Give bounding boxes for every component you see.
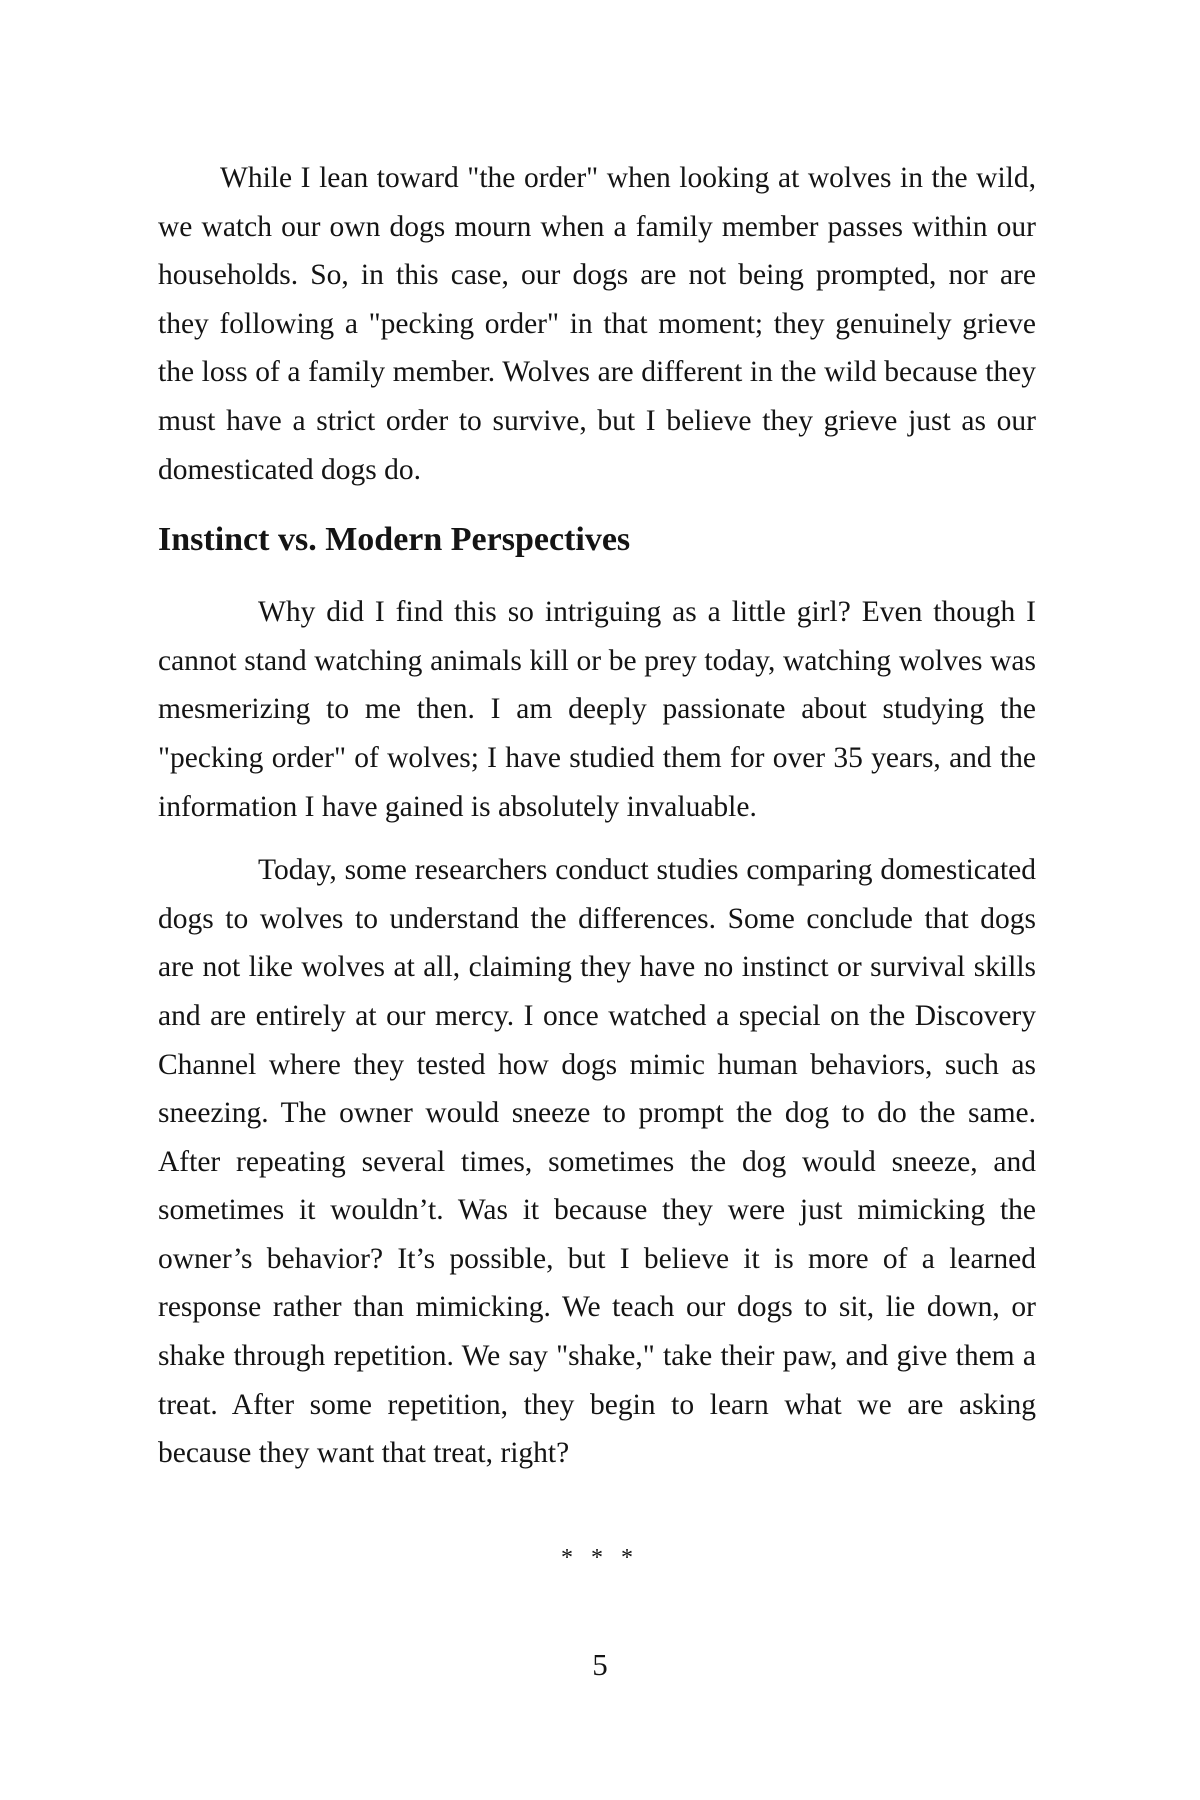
- paragraph-intrigue: Why did I find this so intriguing as a little girl? Even though I cannot stand watching animals kill or be prey today, watching wolves was mesmerizing to me then. I am deeply passionate about studying the "pecking order" of wolves; I have studied them for over 35 years, and the information I have gained is absolutely invaluable.: [158, 596, 1036, 823]
- paragraph-research: Today, some researchers conduct studies comparing domesticated dogs to wolves to understand the differences. Some conclude that dogs are not like wolves at all, claiming they have no instinct or survival skills and are entirely at our mercy. I once watched a special on the Discovery Channel where they tested how dogs mimic human behaviors, such as sneezing. The owner would sneeze to prompt the dog to do the same. After repeating several times, sometimes the dog would sneeze, and sometimes it wouldn’t. Was it because they were just mimicking the owner’s behavior? It’s possible, but I believe it is more of a learned response rather than mimicking. We teach our dogs to sit, lie down, or shake through repetition. We say "shake," take their paw, and give them a treat. After some repetition, they begin to learn what we are asking because they want that treat, right?: [158, 854, 1036, 1470]
- section-separator: * * *: [561, 1545, 639, 1571]
- section-heading: Instinct vs. Modern Perspectives: [158, 521, 631, 559]
- page-number: 5: [592, 1647, 608, 1682]
- body-text: [158, 154, 1036, 1493]
- paragraph-wolves-grieving: While I lean toward "the order" when looking at wolves in the wild, we watch our own dogs mourn when a family member passes within our households. So, in this case, our dogs are not being prompted, nor are they following a "pecking order" in that moment; they genuinely grieve the loss of a family member. Wolves are different in the wild because they must have a strict order to survive, but I believe they grieve just as our domesticated dogs do.: [158, 162, 1036, 486]
